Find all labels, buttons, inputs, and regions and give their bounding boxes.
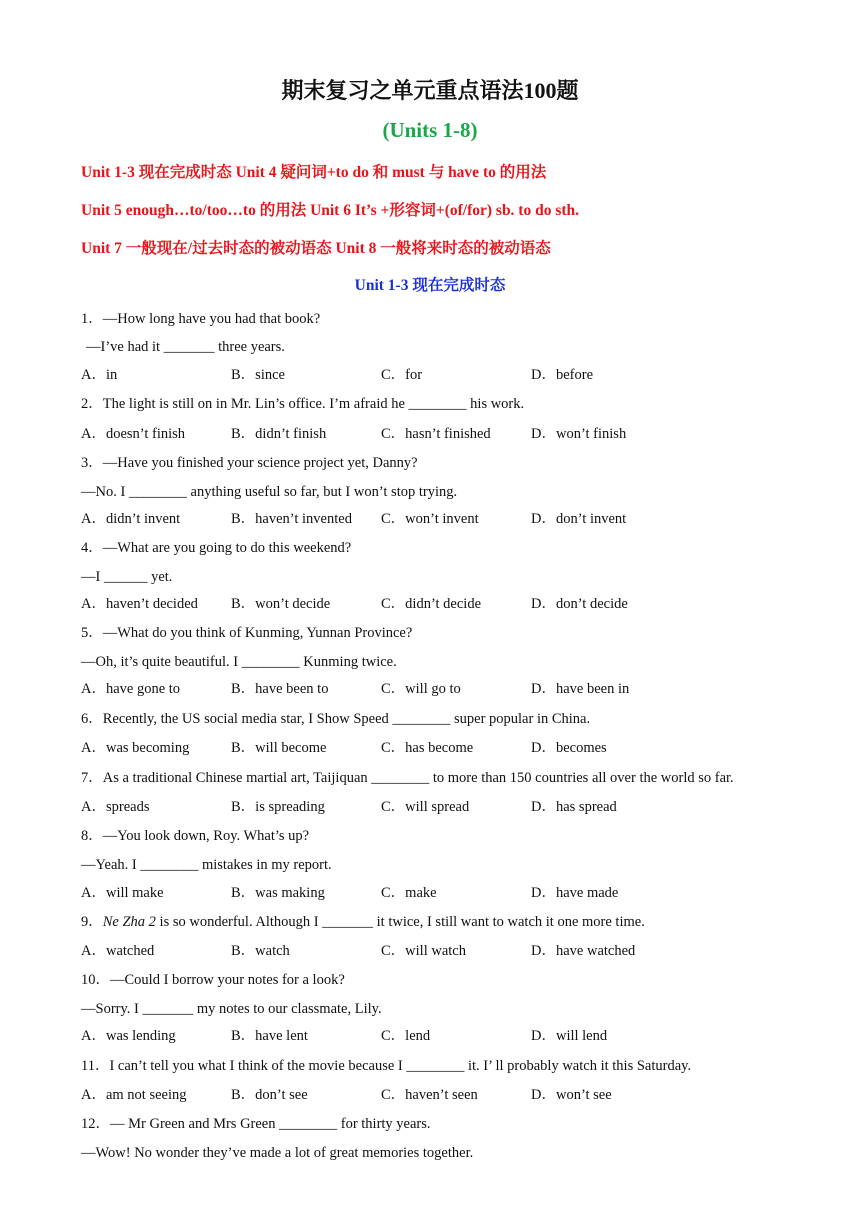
option-b: B．don’t see bbox=[231, 1087, 308, 1103]
option-d: D．have watched bbox=[531, 943, 636, 959]
question-text: 5．—What do you think of Kunming, Yunnan Province? bbox=[81, 625, 413, 641]
unit-summary-line: Unit 7 一般现在/过去时态的被动语态 Unit 8 一般将来时态的被动语态 bbox=[81, 240, 551, 257]
option-c: C．haven’t seen bbox=[381, 1087, 478, 1103]
option-d: D．won’t see bbox=[531, 1087, 612, 1103]
question-text bbox=[81, 913, 645, 931]
option-d: D．becomes bbox=[531, 740, 607, 756]
option-c: C．hasn’t finished bbox=[381, 426, 491, 442]
option-b: B．since bbox=[231, 367, 285, 383]
option-d: D．won’t finish bbox=[531, 426, 627, 442]
question-text: —Sorry. I _______ my notes to our classmate, Lily. bbox=[81, 1001, 382, 1017]
option-d: D．have made bbox=[531, 885, 619, 901]
option-c: C．won’t invent bbox=[381, 511, 479, 527]
option-d: D．before bbox=[531, 367, 594, 383]
option-a: A．was becoming bbox=[81, 740, 190, 756]
question-text: —Wow! No wonder they’ve made a lot of great memories together. bbox=[81, 1145, 474, 1161]
option-c: C．make bbox=[381, 885, 437, 901]
unit-summary-line: Unit 1-3 现在完成时态 Unit 4 疑问词+to do 和 must 与 have to 的用法 bbox=[81, 164, 547, 181]
option-c: C．will spread bbox=[381, 799, 470, 815]
option-a: A．watched bbox=[81, 943, 155, 959]
option-a: A．haven’t decided bbox=[81, 596, 198, 612]
option-c: C．has become bbox=[381, 740, 474, 756]
option-b: B．is spreading bbox=[231, 799, 325, 815]
question-text: 12．— Mr Green and Mrs Green ________ for thirty years. bbox=[81, 1116, 431, 1132]
option-c: C．will go to bbox=[381, 681, 461, 697]
question-text: 11．I can’t tell you what I think of the movie because I ________ it. I’ ll probably watch it this Saturday. bbox=[81, 1058, 692, 1074]
question-text: 7．As a traditional Chinese martial art, Taijiquan ________ to more than 150 countries all over the world so far. bbox=[81, 770, 734, 786]
option-a: A．will make bbox=[81, 885, 164, 901]
question-text: 1．—How long have you had that book? bbox=[81, 311, 321, 327]
question-text: —No. I ________ anything useful so far, but I won’t stop trying. bbox=[81, 484, 458, 500]
option-c: C．will watch bbox=[381, 943, 466, 959]
option-b: B．was making bbox=[231, 885, 325, 901]
option-b: B．watch bbox=[231, 943, 290, 959]
option-b: B．have lent bbox=[231, 1028, 308, 1044]
question-body: is so wonderful. Although I _______ it twice, I still want to watch it one more time. bbox=[155, 914, 645, 930]
option-d: D．has spread bbox=[531, 799, 617, 815]
option-a: A．doesn’t finish bbox=[81, 426, 186, 442]
question-text: 3．—Have you finished your science project yet, Danny? bbox=[81, 455, 418, 471]
option-a: A．didn’t invent bbox=[81, 511, 181, 527]
option-d: D．have been in bbox=[531, 681, 630, 697]
option-b: B．won’t decide bbox=[231, 596, 331, 612]
option-b: B．haven’t invented bbox=[231, 511, 352, 527]
option-d: D．don’t invent bbox=[531, 511, 627, 527]
option-a: A．in bbox=[81, 367, 118, 383]
question-text: 6．Recently, the US social media star, I Show Speed ________ super popular in China. bbox=[81, 711, 591, 727]
question-text: 2．The light is still on in Mr. Lin’s office. I’m afraid he ________ his work. bbox=[81, 396, 525, 412]
option-b: B．didn’t finish bbox=[231, 426, 327, 442]
question-number: 9． bbox=[81, 914, 103, 930]
question-text: —I’ve had it _______ three years. bbox=[86, 339, 285, 355]
question-text: —I ______ yet. bbox=[81, 569, 173, 585]
option-b: B．have been to bbox=[231, 681, 329, 697]
option-c: C．didn’t decide bbox=[381, 596, 482, 612]
question-text: 10．—Could I borrow your notes for a look? bbox=[81, 972, 345, 988]
option-d: D．don’t decide bbox=[531, 596, 628, 612]
page-title: 期末复习之单元重点语法100题 bbox=[281, 78, 579, 103]
question-text: 4．—What are you going to do this weekend? bbox=[81, 540, 352, 556]
unit-summary-line: Unit 5 enough…to/too…to 的用法 Unit 6 It’s +形容词+(of/for) sb. to do sth. bbox=[81, 202, 580, 219]
option-b: B．will become bbox=[231, 740, 327, 756]
question-text: —Oh, it’s quite beautiful. I ________ Kunming twice. bbox=[81, 654, 397, 670]
option-a: A．was lending bbox=[81, 1028, 176, 1044]
option-a: A．am not seeing bbox=[81, 1087, 187, 1103]
option-d: D．will lend bbox=[531, 1028, 608, 1044]
option-a: A．spreads bbox=[81, 799, 150, 815]
question-text: —Yeah. I ________ mistakes in my report. bbox=[81, 857, 332, 873]
option-c: C．lend bbox=[381, 1028, 431, 1044]
option-a: A．have gone to bbox=[81, 681, 181, 697]
section-heading: Unit 1-3 现在完成时态 bbox=[354, 277, 506, 294]
question-text: 8．—You look down, Roy. What’s up? bbox=[81, 828, 310, 844]
page-subtitle: (Units 1-8) bbox=[382, 118, 478, 142]
option-c: C．for bbox=[381, 367, 423, 383]
film-title: Ne Zha 2 bbox=[102, 914, 156, 930]
